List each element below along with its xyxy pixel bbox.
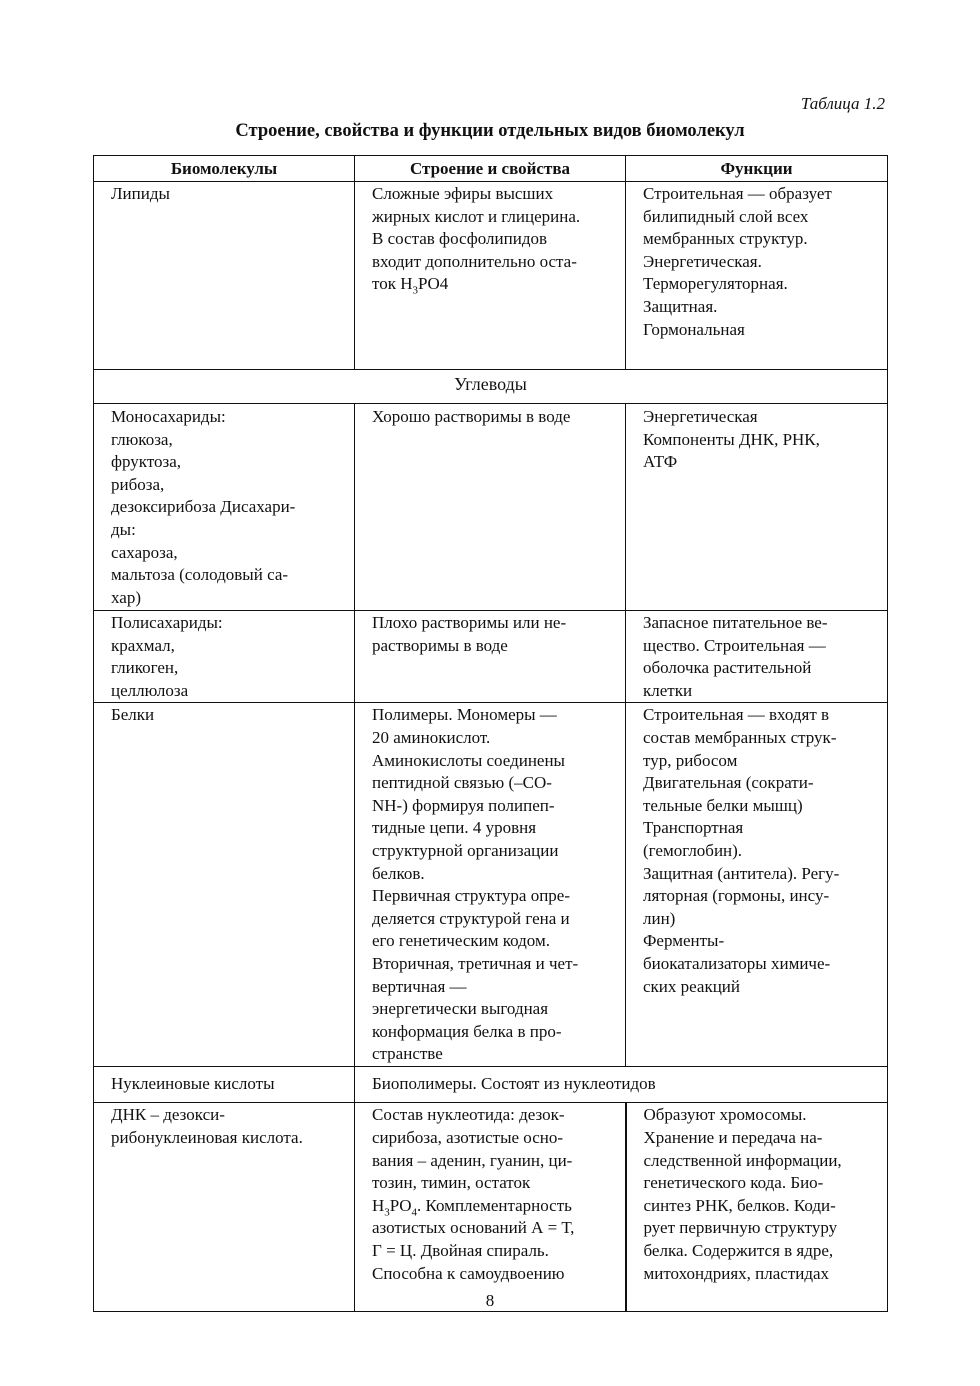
biomolecules-table xyxy=(93,155,888,1312)
header-row xyxy=(94,156,888,182)
dna-structure-sub2: 4 xyxy=(411,1206,418,1219)
lipids-structure xyxy=(355,182,626,370)
table-row xyxy=(94,611,888,703)
lipids-structure-text: Сложные эфиры высших жирных кислот и глицерина. В состав фосфолипидов входит дополнительно оста- ток H xyxy=(372,184,581,294)
dna-structure xyxy=(355,1103,626,1312)
table-row xyxy=(94,404,888,611)
table-row xyxy=(94,370,888,404)
dna-structure-b: . Комплементарность азотистых оснований А = Т, Г = Ц. Двойная спираль. Способна к самоудвоению xyxy=(372,1195,575,1283)
table-row xyxy=(94,182,888,370)
proteins-name: Белки xyxy=(94,703,355,1067)
header-structure: Строение и свойства xyxy=(355,156,626,182)
mono-functions: Энергетическая Компоненты ДНК, РНК, АТФ xyxy=(626,404,888,611)
mono-structure: Хорошо растворимы в воде xyxy=(355,404,626,611)
dna-structure-mid: PO xyxy=(389,1195,412,1215)
carbs-heading: Углеводы xyxy=(94,370,888,404)
proteins-structure: Полимеры. Мономеры — 20 аминокислот. Аминокислоты соединены пептидной связью (–CO- NH-) формируя полипеп- тидные цепи. 4 уровня структурной организации белков. Первичная структура опре- деляется структурой гена и его генетическим кодом. Вторичная, третичная и чет- вертичная — энергетически выгодная конформация белка в про- странстве xyxy=(355,703,626,1067)
poly-name: Полисахариды: крахмал, гликоген, целлюлоза xyxy=(94,611,355,703)
page-number: 8 xyxy=(485,1291,495,1310)
table-title: Строение, свойства и функции отдельных видов биомолекул xyxy=(235,121,745,141)
header-functions: Функции xyxy=(626,156,888,182)
table-row xyxy=(94,1067,888,1103)
dna-functions: Образуют хромосомы. Хранение и передача на- следственной информации, генетического кода. Био- синтез РНК, белков. Коди- рует первичную структуру белка. Содержится в ядре, митохондриях, пластидах xyxy=(626,1103,888,1312)
table-label: Таблица 1.2 xyxy=(800,94,885,113)
nucleic-name: Нуклеиновые кислоты xyxy=(94,1067,355,1103)
proteins-functions: Строительная — входят в состав мембранных струк- тур, рибосом Двигательная (сократи- тельные белки мышц) Транспортная (гемоглобин). Защитная (антитела). Регу- ляторная (гормоны, инсу- лин) Ферменты- биокатализаторы химиче- ских реакций xyxy=(626,703,888,1067)
lipids-functions: Строительная — образует билипидный слой всех мембранных структур. Энергетическая. Терморегуляторная. Защитная. Гормональная xyxy=(626,182,888,370)
table-row xyxy=(94,703,888,1067)
table-row xyxy=(94,1103,888,1312)
dna-name: ДНК – дезокси- рибонуклеиновая кислота. xyxy=(94,1103,355,1312)
poly-structure: Плохо растворимы или не- растворимы в воде xyxy=(355,611,626,703)
lipids-name: Липиды xyxy=(94,182,355,370)
lipids-structure-tail: PO4 xyxy=(418,274,449,294)
lipids-structure-sub: 3 xyxy=(412,284,418,297)
dna-structure-a: Состав нуклеотида: дезок- сирибоза, азотистые осно- вания – аденин, гуанин, ци- тозин, тимин, остаток H xyxy=(372,1105,573,1215)
header-biomolecules: Биомолекулы xyxy=(94,156,355,182)
poly-functions: Запасное питательное ве- щество. Строительная — оболочка растительной клетки xyxy=(626,611,888,703)
dna-structure-sub1: 3 xyxy=(384,1206,390,1219)
mono-name: Моносахариды: глюкоза, фруктоза, рибоза, дезоксирибоза Дисахари- ды: сахароза, мальтоза (солодовый са- хар) xyxy=(94,404,355,611)
nucleic-structure: Биополимеры. Состоят из нуклеотидов xyxy=(355,1067,888,1103)
